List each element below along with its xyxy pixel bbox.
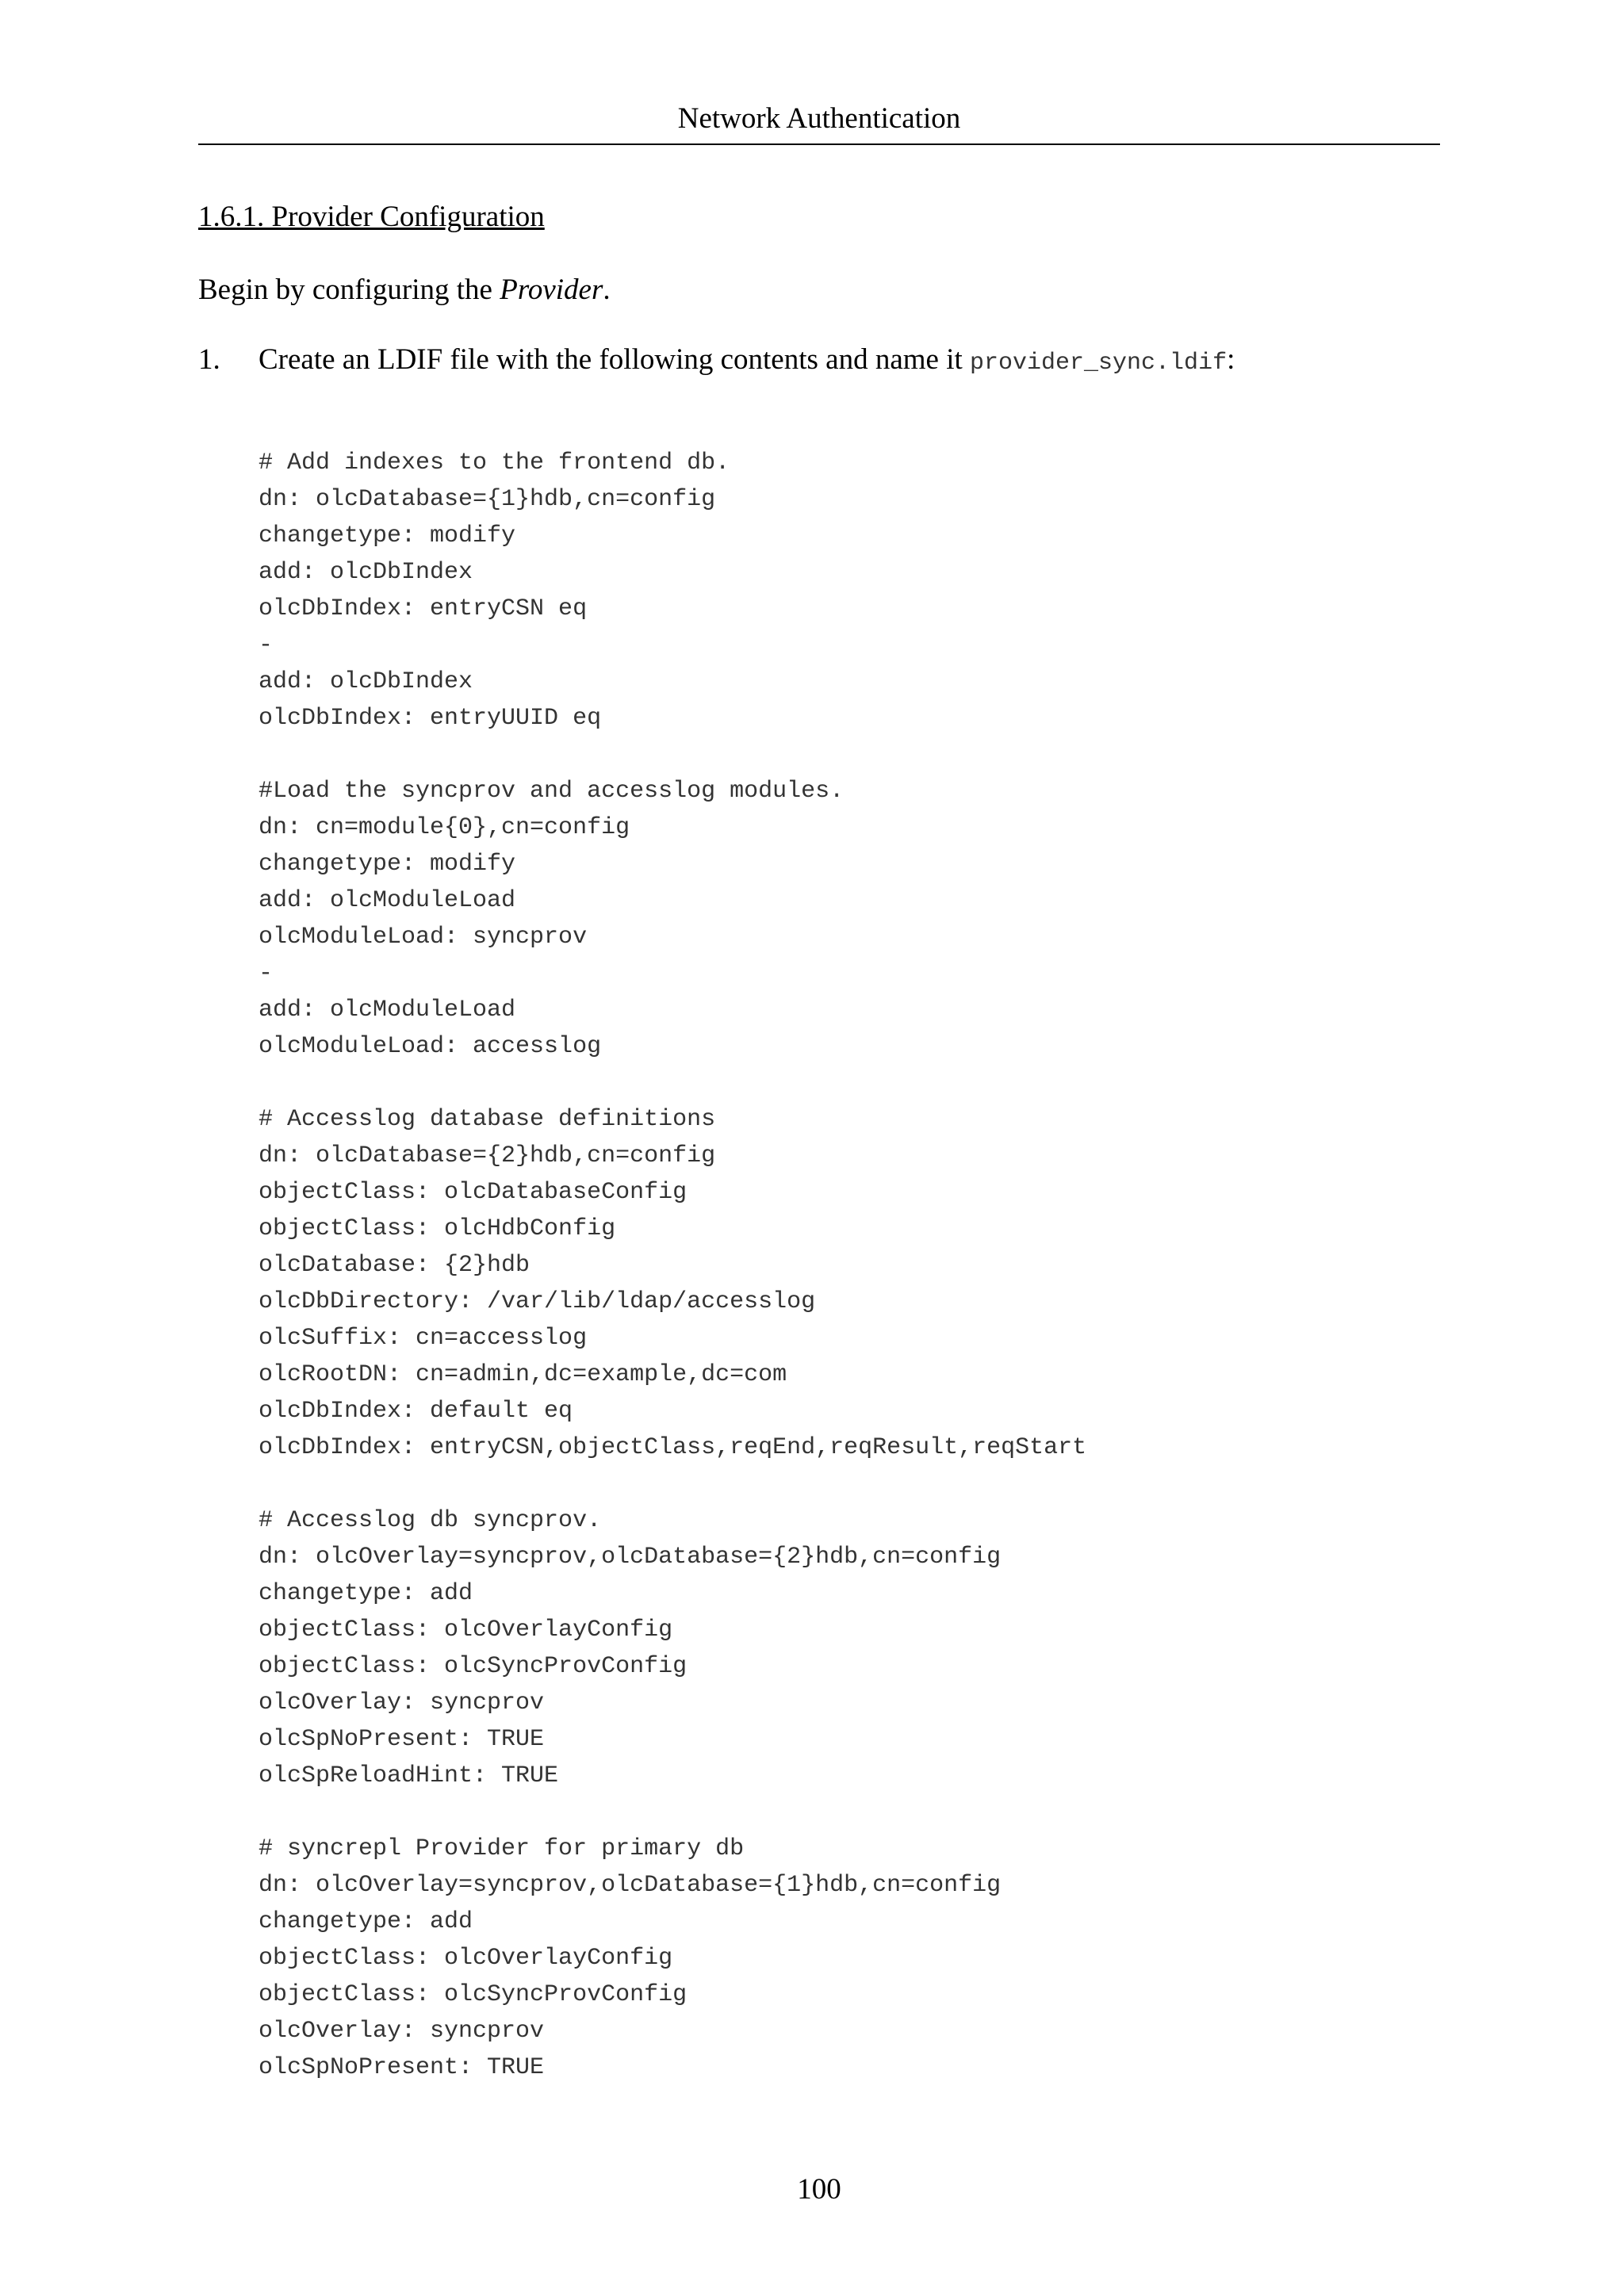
code-line: objectClass: olcOverlayConfig: [259, 1617, 673, 1644]
code-line: olcSuffix: cn=accesslog: [259, 1325, 588, 1352]
code-line: olcOverlay: syncprov: [259, 1689, 545, 1716]
page-number: 100: [797, 2173, 841, 2206]
step-instruction: Create an LDIF file with the following contents and name it: [259, 343, 971, 376]
code-line: objectClass: olcSyncProvConfig: [259, 1981, 688, 2008]
code-line: dn: cn=module{0},cn=config: [259, 814, 630, 841]
step-number: 1.: [198, 343, 220, 376]
code-line: add: olcModuleLoad: [259, 887, 516, 914]
code-line: changetype: add: [259, 1580, 473, 1607]
code-line: dn: olcDatabase={1}hdb,cn=config: [259, 486, 716, 513]
code-line: [259, 1466, 1432, 1502]
code-line: olcSpNoPresent: TRUE: [259, 1726, 545, 1753]
code-line: olcModuleLoad: syncprov: [259, 924, 588, 951]
code-line: olcModuleLoad: accesslog: [259, 1033, 602, 1060]
code-line: changetype: add: [259, 1908, 473, 1935]
intro-suffix: .: [603, 274, 611, 306]
intro-emphasis: Provider: [500, 274, 603, 306]
code-line: add: olcModuleLoad: [259, 997, 516, 1024]
code-line: olcDbDirectory: /var/lib/ldap/accesslog: [259, 1288, 816, 1315]
intro-paragraph: [198, 270, 611, 311]
code-line: olcDbIndex: default eq: [259, 1398, 573, 1425]
code-line: [259, 1065, 1432, 1101]
step-text: [259, 339, 1235, 384]
code-line: olcDbIndex: entryCSN eq: [259, 595, 588, 622]
code-line: [259, 737, 1432, 773]
code-line: dn: olcOverlay=syncprov,olcDatabase={2}hdb,cn=config: [259, 1544, 1002, 1571]
code-line: -: [259, 960, 274, 987]
section-heading: 1.6.1. Provider Configuration: [198, 201, 545, 233]
code-line: dn: olcDatabase={2}hdb,cn=config: [259, 1142, 716, 1169]
code-line: olcDbIndex: entryCSN,objectClass,reqEnd,reqResult,reqStart: [259, 1434, 1087, 1461]
code-line: objectClass: olcSyncProvConfig: [259, 1653, 688, 1680]
code-line: # syncrepl Provider for primary db: [259, 1835, 745, 1862]
code-line: add: olcDbIndex: [259, 668, 473, 695]
ldif-code-block: [259, 445, 1432, 2086]
code-line: objectClass: olcOverlayConfig: [259, 1945, 673, 1972]
code-line: objectClass: olcHdbConfig: [259, 1215, 616, 1242]
code-line: olcSpReloadHint: TRUE: [259, 1762, 559, 1789]
step-colon: :: [1227, 343, 1235, 376]
header-divider: [198, 144, 1440, 145]
code-line: olcRootDN: cn=admin,dc=example,dc=com: [259, 1361, 787, 1388]
code-line: # Accesslog database definitions: [259, 1106, 716, 1133]
code-line: olcDatabase: {2}hdb: [259, 1252, 530, 1279]
code-line: [259, 1794, 1432, 1831]
step-filename: provider_sync.ldif: [970, 350, 1228, 377]
code-line: olcSpNoPresent: TRUE: [259, 2054, 545, 2081]
code-line: dn: olcOverlay=syncprov,olcDatabase={1}hdb,cn=config: [259, 1872, 1002, 1899]
code-line: olcDbIndex: entryUUID eq: [259, 705, 602, 732]
code-line: -: [259, 632, 274, 659]
code-line: changetype: modify: [259, 522, 516, 549]
page-header-title: Network Authentication: [677, 102, 961, 135]
code-line: #Load the syncprov and accesslog modules.: [259, 778, 845, 805]
code-line: # Accesslog db syncprov.: [259, 1507, 602, 1534]
code-line: objectClass: olcDatabaseConfig: [259, 1179, 688, 1206]
code-line: changetype: modify: [259, 851, 516, 878]
code-line: # Add indexes to the frontend db.: [259, 450, 730, 476]
intro-text: Begin by configuring the: [198, 274, 500, 306]
code-line: olcOverlay: syncprov: [259, 2018, 545, 2045]
code-line: add: olcDbIndex: [259, 559, 473, 586]
